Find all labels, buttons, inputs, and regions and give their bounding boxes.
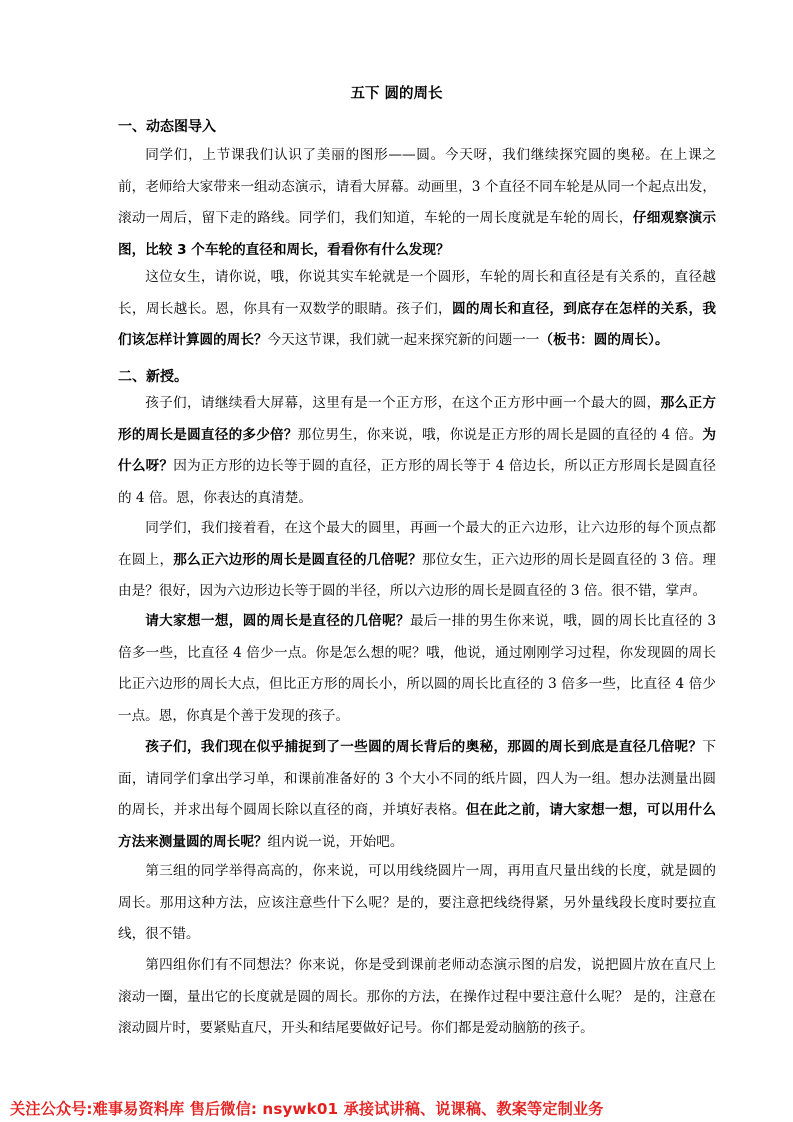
paragraph-text: 最后一排的男生你来说，哦，圆的周长比直径的 3 倍多一些，比直径 4 倍少一点。你是怎么想的呢？哦，他说，通过刚刚学习过程，你发现圆的周长比正六边形的周长大点，但比正方形的周长小，所以圆的周长比直径的 3 倍多一些，比直径 4 倍少一点。恩，你真是个善于发现的孩子。 — [118, 613, 716, 725]
paragraph-text: 那位男生，你来说，哦，你说是正方形的周长是圆的直径的 4 倍。 — [297, 426, 703, 443]
paragraph-emphasis: 圆的周长和直径，到底存在怎样的关系，我们该怎样计算圆的周长？ — [118, 300, 717, 349]
paragraph-7 — [118, 856, 716, 951]
paragraph-1 — [118, 140, 716, 267]
paragraph-emphasis: （板书：圆的周长）。 — [539, 332, 669, 349]
section-heading-new-lesson: 二、新授。 — [118, 369, 188, 385]
paragraph-text: 第四组你们有不同想法？你来说，你是受到课前老师动态演示图的启发，说把圆片放在直尺上滚动一圈，量出它的长度就是圆的周长。那你的方法，在操作过程中要注意什么呢？ 是的，注意在滚动圆片时，要紧贴直尺，开头和结尾要做好记号。你们都是爱动脑筋的孩子。 — [118, 957, 716, 1037]
paragraph-emphasis: 为什么呀？ — [118, 426, 716, 475]
paragraph-text: 孩子们，请继续看大屏幕，这里有是一个正方形，在这个正方形中画一个最大的圆， — [145, 395, 661, 411]
paragraph-text: 第三组的同学举得高高的，你来说，可以用线绕圆片一周，再用直尺量出线的长度，就是圆的周长。那用这种方法，应该注意些什下么呢？是的，要注意把线绕得紧，另外量线段长度时要拉直线，很不错。 — [118, 863, 716, 943]
paragraph-text: 组内说一说，开始吧。 — [267, 834, 404, 851]
paragraph-text: 那位女生，正六边形的周长是圆直径的 3 倍。理由是？很好，因为六边形边长等于圆的半径，所以六边形的周长是圆直径的 3 倍。很不错，掌声。 — [118, 551, 717, 600]
paragraph-emphasis: 仔细观察演示图，比较 3 个车轮的直径和周长，看看你有什么发现？ — [118, 210, 717, 259]
section-heading-intro: 一、动态图导入 — [118, 119, 216, 135]
paragraph-text: 因为正方形的边长等于圆的直径，正方形的周长等于 4 倍边长，所以正方形周长是圆直径的 4 倍。恩，你表达的真清楚。 — [118, 458, 717, 507]
paragraph-4 — [118, 513, 716, 608]
paragraph-text: 同学们，我们接着看，在这个最大的圆里，再画一个最大的正六边形，让六边形的每个顶点都在圆上， — [118, 520, 716, 568]
paragraph-emphasis: 孩子们，我们现在似乎捕捉到了一些圆的周长背后的奥秘，那圆的周长到底是直径几倍呢？ — [145, 739, 703, 755]
paragraph-text: 这位女生，请你说，哦，你说其实车轮就是一个圆形，车轮的周长和直径是有关系的，直径越长，周长越长。恩，你具有一双数学的眼睛。孩子们， — [118, 269, 716, 317]
paragraph-6 — [118, 732, 716, 859]
paragraph-3 — [118, 388, 716, 515]
paragraph-emphasis: 请大家想一想，圆的周长是直径的几倍呢？ — [145, 613, 410, 629]
paragraph-8 — [118, 950, 716, 1045]
paragraph-text: 同学们，上节课我们认识了美丽的图形——圆。今天呀，我们继续探究圆的奥秘。在上课之前，老师给大家带来一组动态演示，请看大屏幕。动画里，3 个直径不同车轮是从同一个起点出发，滚动一周后，留下走的路线。同学们，我们知道，车轮的一周长度就是车轮的周长， — [118, 147, 716, 227]
paragraph-5 — [118, 606, 716, 733]
paragraph-2 — [118, 262, 716, 357]
paragraph-emphasis: 那么正六边形的周长是圆直径的几倍呢？ — [173, 551, 423, 568]
paragraph-emphasis: 那么正方形的周长是圆直径的多少倍？ — [118, 395, 717, 443]
footer-banner: 关注公众号:难事易资料库 售后微信: nsywk01 承接试讲稿、说课稿、教案等定制业务 — [10, 1100, 604, 1118]
paragraph-text: 今天这节课，我们就一起来探究新的问题一一 — [267, 332, 540, 349]
paragraph-text: 下面，请同学们拿出学习单，和课前准备好的 3 个大小不同的纸片圆，四人为一组。想办法测量出圆的周长，并求出每个圆周长除以直径的商，并填好表格。 — [118, 739, 716, 819]
document-title: 五下 圆的周长 — [350, 86, 443, 102]
paragraph-emphasis: 但在此之前，请大家想一想，可以用什么方法来测量圆的周长呢？ — [118, 802, 716, 851]
